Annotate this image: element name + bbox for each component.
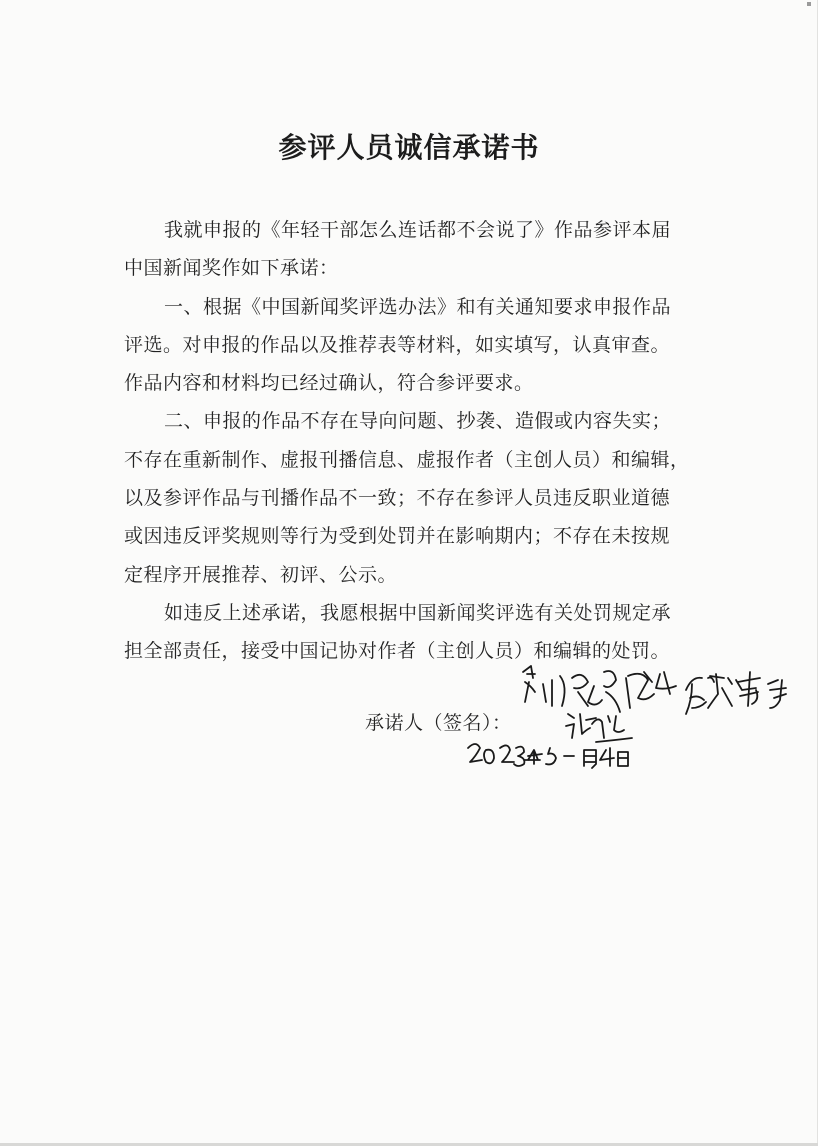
body-line: 二、申报的作品不存在导向问题、抄袭、造假或内容失实； (164, 410, 672, 433)
body-line: 定程序开展推荐、初评、公示。 (124, 563, 398, 586)
signature-label: 承诺人（签名）： (365, 712, 512, 734)
body-line: 以及参评作品与刊播作品不一致；不存在参评人员违反职业道德 (124, 487, 671, 510)
body-line: 我就申报的《年轻干部怎么连话都不会说了》作品参评本届 (164, 219, 672, 241)
body-line: 作品内容和材料均已经过确认，符合参评要求。 (124, 372, 534, 395)
scan-mark (807, 2, 811, 6)
body-line: 不存在重新制作、虚报刊播信息、虚报作者（主创人员）和编辑， (124, 448, 690, 471)
body-line: 评选。对申报的作品以及推荐表等材料，如实填写，认真审查。 (124, 333, 671, 356)
document-body (124, 211, 740, 671)
body-line: 中国新闻奖作如下承诺： (124, 257, 339, 280)
signature-3 (566, 714, 632, 742)
body-line: 担全部责任，接受中国记协对作者（主创人员）和编辑的处罚。 (124, 640, 671, 663)
handwritten-date (468, 744, 628, 768)
signature-1 (523, 666, 676, 712)
body-line: 一、根据《中国新闻奖评选办法》和有关通知要求申报作品 (164, 295, 672, 318)
body-line: 如违反上述承诺，我愿根据中国新闻奖评选有关处罚规定承 (164, 601, 672, 624)
document-title: 参评人员诚信承诺书 (278, 131, 540, 164)
signature-2 (686, 672, 786, 714)
body-line: 或因违反评奖规则等行为受到处罚并在影响期内；不存在未按规 (124, 525, 671, 548)
